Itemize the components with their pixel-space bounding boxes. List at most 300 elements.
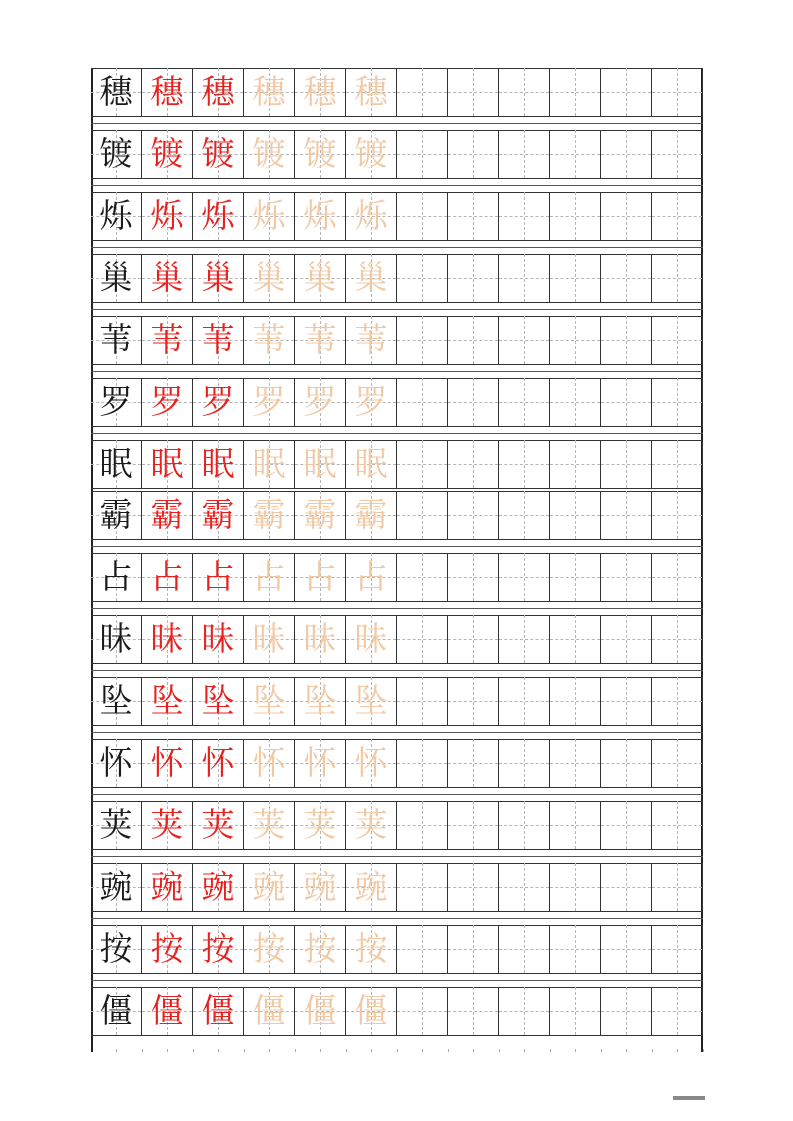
- grid-cell: [346, 378, 397, 426]
- vertical-guide: [473, 739, 474, 787]
- vertical-guide: [677, 130, 678, 178]
- row-bottom-rule: [91, 973, 703, 974]
- grid-cell[interactable]: [397, 130, 448, 178]
- grid-cell[interactable]: [499, 987, 550, 1035]
- row-separator: [91, 794, 703, 795]
- vertical-guide: [524, 440, 525, 488]
- row-bottom-rule: [91, 849, 703, 850]
- row-bottom-rule: [91, 240, 703, 241]
- trace-character: 巢: [252, 257, 286, 297]
- grid-cell[interactable]: [550, 440, 601, 488]
- red-example-character: 苇: [201, 319, 235, 359]
- guide-tick: [295, 1049, 296, 1052]
- grid-cell: [295, 254, 346, 302]
- row-bottom-rule: [91, 787, 703, 788]
- grid-cell[interactable]: [550, 192, 601, 240]
- grid-cell[interactable]: [652, 739, 703, 787]
- grid-cell[interactable]: [499, 863, 550, 911]
- grid-cell[interactable]: [499, 739, 550, 787]
- vertical-guide: [422, 440, 423, 488]
- grid-cell[interactable]: [448, 925, 499, 973]
- practice-row: [91, 316, 703, 364]
- trace-character: 豌: [252, 866, 286, 906]
- grid-cell: [244, 192, 295, 240]
- guide-tick: [346, 1049, 347, 1052]
- grid-cell[interactable]: [601, 677, 652, 725]
- grid-cell: [295, 130, 346, 178]
- vertical-guide: [473, 378, 474, 426]
- trace-character: 霸: [303, 494, 337, 534]
- vertical-guide: [677, 378, 678, 426]
- vertical-guide: [524, 863, 525, 911]
- row-separator: [91, 309, 703, 310]
- trace-character: 镀: [303, 133, 337, 173]
- grid-cell[interactable]: [652, 68, 703, 116]
- grid-cell: [193, 68, 244, 116]
- vertical-guide: [677, 440, 678, 488]
- grid-cell[interactable]: [448, 316, 499, 364]
- vertical-guide: [677, 491, 678, 539]
- grid-cell[interactable]: [448, 491, 499, 539]
- row-bottom-rule: [91, 178, 703, 179]
- row-bottom-rule: [91, 364, 703, 365]
- grid-cell[interactable]: [550, 987, 601, 1035]
- grid-cell[interactable]: [499, 68, 550, 116]
- grid-cell[interactable]: [499, 378, 550, 426]
- grid-cell: [193, 378, 244, 426]
- grid-cell[interactable]: [652, 192, 703, 240]
- trace-character: 昧: [252, 618, 286, 658]
- grid-cell: [346, 254, 397, 302]
- vertical-guide: [473, 316, 474, 364]
- grid-cell[interactable]: [397, 316, 448, 364]
- grid-cell: [142, 68, 193, 116]
- vertical-guide: [524, 130, 525, 178]
- grid-cell[interactable]: [550, 801, 601, 849]
- grid-cell: [244, 491, 295, 539]
- vertical-guide: [626, 254, 627, 302]
- grid-cell: [295, 925, 346, 973]
- vertical-guide: [473, 615, 474, 663]
- grid-cell[interactable]: [652, 987, 703, 1035]
- row-bottom-rule: [91, 302, 703, 303]
- grid-cell[interactable]: [652, 677, 703, 725]
- grid-cell[interactable]: [397, 615, 448, 663]
- vertical-guide: [626, 192, 627, 240]
- grid-cell: [244, 68, 295, 116]
- grid-cell: [91, 925, 142, 973]
- grid-cell: [142, 130, 193, 178]
- grid-cell: [346, 801, 397, 849]
- vertical-guide: [677, 254, 678, 302]
- guide-tick: [652, 1049, 653, 1052]
- trace-character: 占: [354, 556, 388, 596]
- practice-row: [91, 677, 703, 725]
- grid-cell: [193, 192, 244, 240]
- grid-cell[interactable]: [652, 553, 703, 601]
- trace-character: 眠: [354, 443, 388, 483]
- red-example-character: 巢: [150, 257, 184, 297]
- grid-cell: [142, 739, 193, 787]
- grid-cell[interactable]: [652, 316, 703, 364]
- grid-cell[interactable]: [550, 254, 601, 302]
- grid-cell: [295, 316, 346, 364]
- vertical-guide: [473, 801, 474, 849]
- model-character: 罗: [99, 381, 133, 421]
- trace-character: 霸: [354, 494, 388, 534]
- grid-cell[interactable]: [499, 801, 550, 849]
- grid-cell[interactable]: [448, 677, 499, 725]
- grid-cell[interactable]: [601, 68, 652, 116]
- trace-character: 霸: [252, 494, 286, 534]
- vertical-guide: [524, 987, 525, 1035]
- grid-cell: [346, 130, 397, 178]
- grid-cell[interactable]: [550, 615, 601, 663]
- trace-character: 苇: [303, 319, 337, 359]
- vertical-guide: [626, 615, 627, 663]
- vertical-guide: [575, 987, 576, 1035]
- grid-cell[interactable]: [652, 925, 703, 973]
- grid-cell: [193, 553, 244, 601]
- trace-character: 按: [252, 928, 286, 968]
- red-example-character: 烁: [201, 195, 235, 235]
- vertical-guide: [422, 553, 423, 601]
- grid-cell[interactable]: [601, 254, 652, 302]
- vertical-guide: [524, 739, 525, 787]
- row-bottom-rule: [91, 488, 703, 489]
- grid-cell[interactable]: [550, 316, 601, 364]
- grid-cell: [244, 130, 295, 178]
- grid-cell[interactable]: [550, 130, 601, 178]
- grid-cell: [295, 68, 346, 116]
- grid-cell: [346, 925, 397, 973]
- practice-row: [91, 440, 703, 488]
- guide-tick: [218, 1049, 219, 1052]
- vertical-guide: [473, 553, 474, 601]
- trace-character: 荚: [354, 804, 388, 844]
- vertical-guide: [524, 491, 525, 539]
- grid-cell[interactable]: [550, 378, 601, 426]
- vertical-guide: [626, 130, 627, 178]
- grid-cell[interactable]: [601, 378, 652, 426]
- model-character: 坠: [99, 680, 133, 720]
- vertical-guide: [626, 739, 627, 787]
- row-separator: [91, 123, 703, 124]
- vertical-guide: [422, 739, 423, 787]
- grid-cell: [295, 615, 346, 663]
- red-example-character: 僵: [150, 990, 184, 1030]
- trace-character: 豌: [354, 866, 388, 906]
- grid-cell: [295, 192, 346, 240]
- grid-cell: [295, 378, 346, 426]
- vertical-guide: [524, 615, 525, 663]
- vertical-guide: [575, 553, 576, 601]
- grid-cell: [91, 68, 142, 116]
- grid-cell[interactable]: [601, 801, 652, 849]
- grid-cell[interactable]: [448, 987, 499, 1035]
- vertical-guide: [473, 68, 474, 116]
- grid-cell[interactable]: [448, 378, 499, 426]
- grid-cell[interactable]: [499, 925, 550, 973]
- grid-cell: [91, 801, 142, 849]
- vertical-guide: [575, 254, 576, 302]
- vertical-guide: [575, 863, 576, 911]
- vertical-guide: [626, 68, 627, 116]
- grid-cell[interactable]: [601, 615, 652, 663]
- trace-character: 怀: [354, 742, 388, 782]
- grid-cell[interactable]: [550, 68, 601, 116]
- vertical-guide: [422, 863, 423, 911]
- grid-cell[interactable]: [448, 440, 499, 488]
- grid-cell[interactable]: [448, 130, 499, 178]
- model-character: 眠: [99, 443, 133, 483]
- red-example-character: 镀: [150, 133, 184, 173]
- grid-cell: [91, 615, 142, 663]
- grid-cell[interactable]: [397, 491, 448, 539]
- grid-cell: [346, 677, 397, 725]
- trace-character: 眠: [303, 443, 337, 483]
- vertical-guide: [677, 925, 678, 973]
- red-example-character: 怀: [150, 742, 184, 782]
- grid-cell: [193, 615, 244, 663]
- trace-character: 僵: [303, 990, 337, 1030]
- trace-character: 怀: [303, 742, 337, 782]
- red-example-character: 怀: [201, 742, 235, 782]
- grid-cell: [91, 739, 142, 787]
- vertical-guide: [524, 68, 525, 116]
- grid-cell[interactable]: [448, 553, 499, 601]
- red-example-character: 罗: [201, 381, 235, 421]
- grid-cell: [346, 987, 397, 1035]
- grid-cell[interactable]: [601, 863, 652, 911]
- grid-cell[interactable]: [550, 677, 601, 725]
- red-example-character: 巢: [201, 257, 235, 297]
- model-character: 僵: [99, 990, 133, 1030]
- trace-character: 镀: [252, 133, 286, 173]
- red-example-character: 占: [150, 556, 184, 596]
- grid-cell[interactable]: [397, 801, 448, 849]
- model-character: 豌: [99, 866, 133, 906]
- grid-cell[interactable]: [397, 378, 448, 426]
- trace-character: 荚: [252, 804, 286, 844]
- grid-cell: [193, 316, 244, 364]
- writing-grid: [91, 0, 703, 1060]
- trace-character: 僵: [354, 990, 388, 1030]
- practice-row: [91, 68, 703, 116]
- guide-tick: [422, 1049, 423, 1052]
- grid-cell[interactable]: [397, 440, 448, 488]
- trace-character: 苇: [252, 319, 286, 359]
- grid-cell[interactable]: [601, 316, 652, 364]
- red-example-character: 苇: [150, 319, 184, 359]
- vertical-guide: [473, 987, 474, 1035]
- grid-cell: [193, 987, 244, 1035]
- vertical-guide: [677, 192, 678, 240]
- grid-cell[interactable]: [397, 553, 448, 601]
- grid-cell[interactable]: [652, 615, 703, 663]
- vertical-guide: [473, 254, 474, 302]
- vertical-guide: [422, 801, 423, 849]
- guide-tick: [601, 1049, 602, 1052]
- grid-cell[interactable]: [448, 863, 499, 911]
- grid-cell[interactable]: [652, 491, 703, 539]
- row-bottom-rule: [91, 663, 703, 664]
- red-example-character: 眠: [201, 443, 235, 483]
- grid-cell[interactable]: [499, 553, 550, 601]
- guide-tick: [703, 1049, 704, 1052]
- grid-cell[interactable]: [550, 863, 601, 911]
- grid-cell[interactable]: [448, 801, 499, 849]
- model-character: 苇: [99, 319, 133, 359]
- practice-row: [91, 192, 703, 240]
- grid-cell: [91, 677, 142, 725]
- trace-character: 穗: [252, 71, 286, 111]
- grid-cell: [91, 987, 142, 1035]
- guide-tick: [116, 1049, 117, 1052]
- grid-cell[interactable]: [397, 254, 448, 302]
- row-bottom-rule: [91, 725, 703, 726]
- grid-cell[interactable]: [499, 615, 550, 663]
- grid-cell[interactable]: [652, 254, 703, 302]
- trace-character: 按: [303, 928, 337, 968]
- grid-cell: [346, 316, 397, 364]
- practice-row: [91, 863, 703, 911]
- vertical-guide: [473, 925, 474, 973]
- red-example-character: 镀: [201, 133, 235, 173]
- row-separator: [91, 980, 703, 981]
- grid-cell[interactable]: [397, 863, 448, 911]
- grid-cell[interactable]: [601, 553, 652, 601]
- vertical-guide: [524, 316, 525, 364]
- red-example-character: 豌: [201, 866, 235, 906]
- row-separator: [91, 433, 703, 434]
- guide-tick: [626, 1049, 627, 1052]
- red-example-character: 坠: [201, 680, 235, 720]
- trace-character: 罗: [303, 381, 337, 421]
- grid-cell[interactable]: [448, 254, 499, 302]
- practice-row: [91, 130, 703, 178]
- grid-cell: [142, 677, 193, 725]
- grid-cell: [142, 378, 193, 426]
- practice-row: [91, 925, 703, 973]
- grid-cell[interactable]: [601, 925, 652, 973]
- trace-character: 巢: [354, 257, 388, 297]
- grid-cell: [142, 925, 193, 973]
- grid-cell[interactable]: [499, 130, 550, 178]
- grid-cell[interactable]: [499, 192, 550, 240]
- vertical-guide: [575, 378, 576, 426]
- practice-row: [91, 491, 703, 539]
- model-character: 按: [99, 928, 133, 968]
- guide-tick: [269, 1049, 270, 1052]
- vertical-guide: [422, 615, 423, 663]
- grid-cell[interactable]: [448, 192, 499, 240]
- red-example-character: 烁: [150, 195, 184, 235]
- vertical-guide: [575, 130, 576, 178]
- grid-cell[interactable]: [601, 987, 652, 1035]
- grid-cell[interactable]: [550, 925, 601, 973]
- row-bottom-rule: [91, 426, 703, 427]
- grid-cell: [244, 615, 295, 663]
- grid-cell[interactable]: [550, 491, 601, 539]
- grid-cell[interactable]: [448, 615, 499, 663]
- guide-tick: [167, 1049, 168, 1052]
- vertical-guide: [473, 863, 474, 911]
- grid-cell[interactable]: [397, 739, 448, 787]
- grid-cell[interactable]: [652, 378, 703, 426]
- grid-cell: [295, 440, 346, 488]
- grid-cell[interactable]: [550, 739, 601, 787]
- guide-tick: [473, 1049, 474, 1052]
- grid-cell[interactable]: [448, 68, 499, 116]
- grid-cell[interactable]: [397, 192, 448, 240]
- guide-tick: [550, 1049, 551, 1052]
- vertical-guide: [422, 316, 423, 364]
- grid-cell[interactable]: [652, 801, 703, 849]
- grid-cell[interactable]: [652, 130, 703, 178]
- guide-tick: [448, 1049, 449, 1052]
- grid-cell: [295, 863, 346, 911]
- grid-cell[interactable]: [601, 491, 652, 539]
- vertical-guide: [473, 677, 474, 725]
- grid-cell[interactable]: [397, 68, 448, 116]
- red-example-character: 昧: [201, 618, 235, 658]
- grid-cell[interactable]: [550, 553, 601, 601]
- grid-cell[interactable]: [499, 677, 550, 725]
- grid-cell[interactable]: [601, 130, 652, 178]
- trace-character: 占: [303, 556, 337, 596]
- red-example-character: 按: [201, 928, 235, 968]
- guide-tick: [320, 1049, 321, 1052]
- grid-cell[interactable]: [397, 987, 448, 1035]
- grid-cell: [244, 378, 295, 426]
- grid-cell: [244, 863, 295, 911]
- model-character: 霸: [99, 494, 133, 534]
- guide-tick: [499, 1049, 500, 1052]
- grid-cell[interactable]: [499, 440, 550, 488]
- guide-tick: [677, 1049, 678, 1052]
- grid-cell[interactable]: [652, 440, 703, 488]
- vertical-guide: [677, 68, 678, 116]
- trace-character: 烁: [354, 195, 388, 235]
- model-character: 怀: [99, 742, 133, 782]
- vertical-guide: [575, 739, 576, 787]
- grid-cell[interactable]: [397, 677, 448, 725]
- trace-character: 豌: [303, 866, 337, 906]
- grid-cell[interactable]: [448, 739, 499, 787]
- grid-cell[interactable]: [652, 863, 703, 911]
- vertical-guide: [677, 801, 678, 849]
- vertical-guide: [626, 677, 627, 725]
- vertical-guide: [524, 254, 525, 302]
- grid-cell[interactable]: [499, 254, 550, 302]
- grid-cell: [142, 192, 193, 240]
- grid-cell[interactable]: [601, 192, 652, 240]
- grid-cell[interactable]: [499, 491, 550, 539]
- grid-cell[interactable]: [499, 316, 550, 364]
- guide-tick: [575, 1049, 576, 1052]
- vertical-guide: [575, 440, 576, 488]
- grid-cell[interactable]: [601, 440, 652, 488]
- red-example-character: 荚: [201, 804, 235, 844]
- grid-cell[interactable]: [397, 925, 448, 973]
- grid-cell: [193, 801, 244, 849]
- grid-cell: [295, 677, 346, 725]
- grid-cell[interactable]: [601, 739, 652, 787]
- model-character: 巢: [99, 257, 133, 297]
- grid-cell: [91, 316, 142, 364]
- red-example-character: 坠: [150, 680, 184, 720]
